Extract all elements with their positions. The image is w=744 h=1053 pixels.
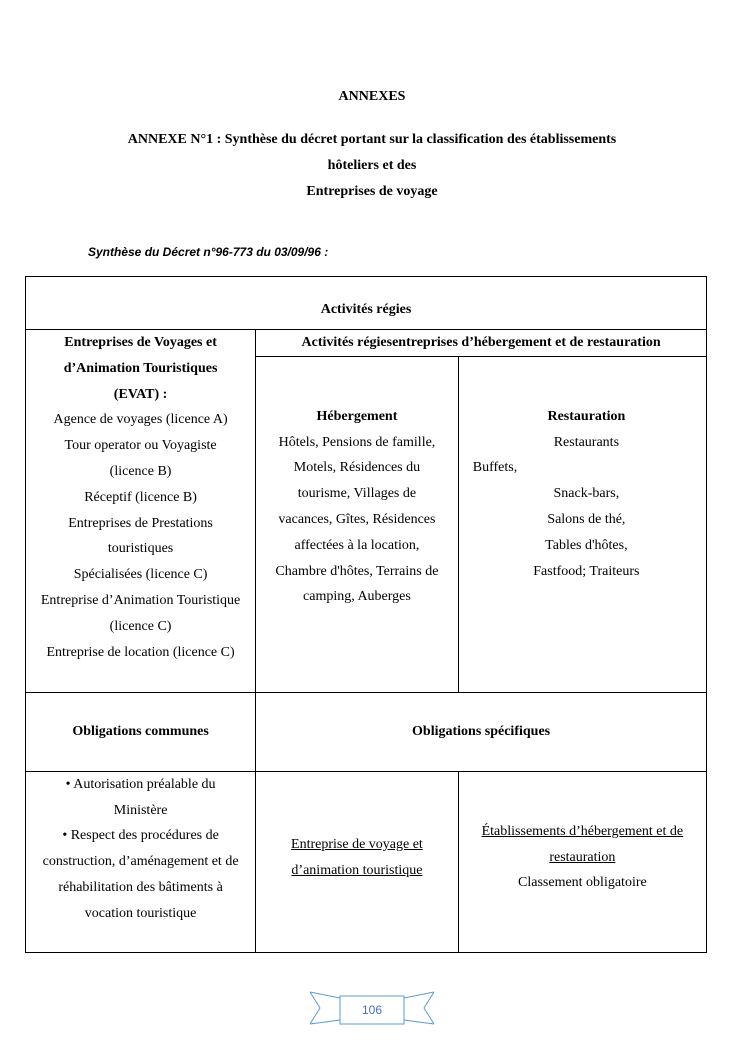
evat-item: Entreprise d’Animation Touristique [40,592,241,608]
communes-line: construction, d’aménagement et de [42,854,239,870]
voyage-line: d’animation touristique [291,862,423,878]
communes-line: Ministère [113,802,168,818]
annexe1-title [0,127,744,205]
voyage-obligation-cell [256,771,459,952]
etablissements-line: Établissements d’hébergement et de [481,823,684,839]
evat-cell [26,330,256,693]
voyage-line: Entreprise de voyage et [291,836,423,852]
hebergement-line: Hôtels, Pensions de famille, [278,434,436,450]
hebergement-title: Hébergement [316,408,398,424]
classification-table [25,276,707,953]
restauration-cell [458,356,706,692]
restauration-line: Snack-bars, [553,486,620,502]
subheader-hebergement-restauration: Activités régiesentreprises d’hébergement et de restauration [256,330,707,357]
restauration-line: Tables d'hôtes, [545,537,628,553]
evat-item: Réceptif (licence B) [84,489,197,505]
evat-item: Agence de voyages (licence A) [53,412,228,428]
etablissements-line: restauration [549,849,616,865]
classement-text: Classement obligatoire [518,875,647,891]
hebergement-line: tourisme, Villages de [297,486,417,502]
obligations-specifiques-header: Obligations spécifiques [256,692,707,771]
communes-line: • Autorisation préalable du [65,776,216,792]
hebergement-line: Chambre d'hôtes, Terrains de [275,563,439,579]
evat-title-line: Entreprises de Voyages et [64,335,217,350]
restauration-line: Restaurants [553,434,620,450]
restauration-line: Fastfood; Traiteurs [533,563,640,579]
page-number: 106 [361,1003,383,1017]
communes-line: vocation touristique [84,905,197,921]
evat-item: Entreprises de Prestations [68,515,213,531]
evat-title-line: (EVAT) : [113,386,168,402]
annexes-heading: ANNEXES [338,89,406,104]
restauration-line: Salons de thé, [547,511,626,527]
obligations-communes-cell [26,771,256,952]
evat-item: Entreprise de location (licence C) [46,644,235,660]
hebergement-line: vacances, Gîtes, Résidences [278,511,436,527]
hebergement-line: Motels, Résidences du [293,460,421,476]
evat-item: touristiques [107,541,174,557]
restauration-line: Buffets, [472,460,518,476]
evat-item: Spécialisées (licence C) [73,567,208,583]
evat-item: (licence B) [109,463,172,479]
hebergement-line: affectées à la location, [294,537,420,553]
restauration-title: Restauration [547,408,626,424]
annexe1-title-line2: hôteliers et des [327,158,417,173]
hebergement-line: camping, Auberges [303,589,411,605]
communes-line: réhabilitation des bâtiments à [58,879,223,895]
hebergement-cell [256,356,459,692]
communes-line: • Respect des procédures de [62,828,219,844]
evat-item: (licence C) [109,618,172,634]
annexe1-title-line1: ANNEXE N°1 : Synthèse du décret portant sur la classification des établissements [127,132,617,147]
annexe1-title-line3: Entreprises de voyage [306,184,438,199]
obligations-communes-header: Obligations communes [26,692,256,771]
evat-item: Tour operator ou Voyagiste [64,438,217,454]
evat-title-line: d’Animation Touristiques [63,360,218,376]
decree-subtitle: Synthèse du Décret n°96-773 du 03/09/96 : [88,245,329,259]
etablissements-obligation-cell [458,771,706,952]
table-title: Activités régies [26,277,707,330]
